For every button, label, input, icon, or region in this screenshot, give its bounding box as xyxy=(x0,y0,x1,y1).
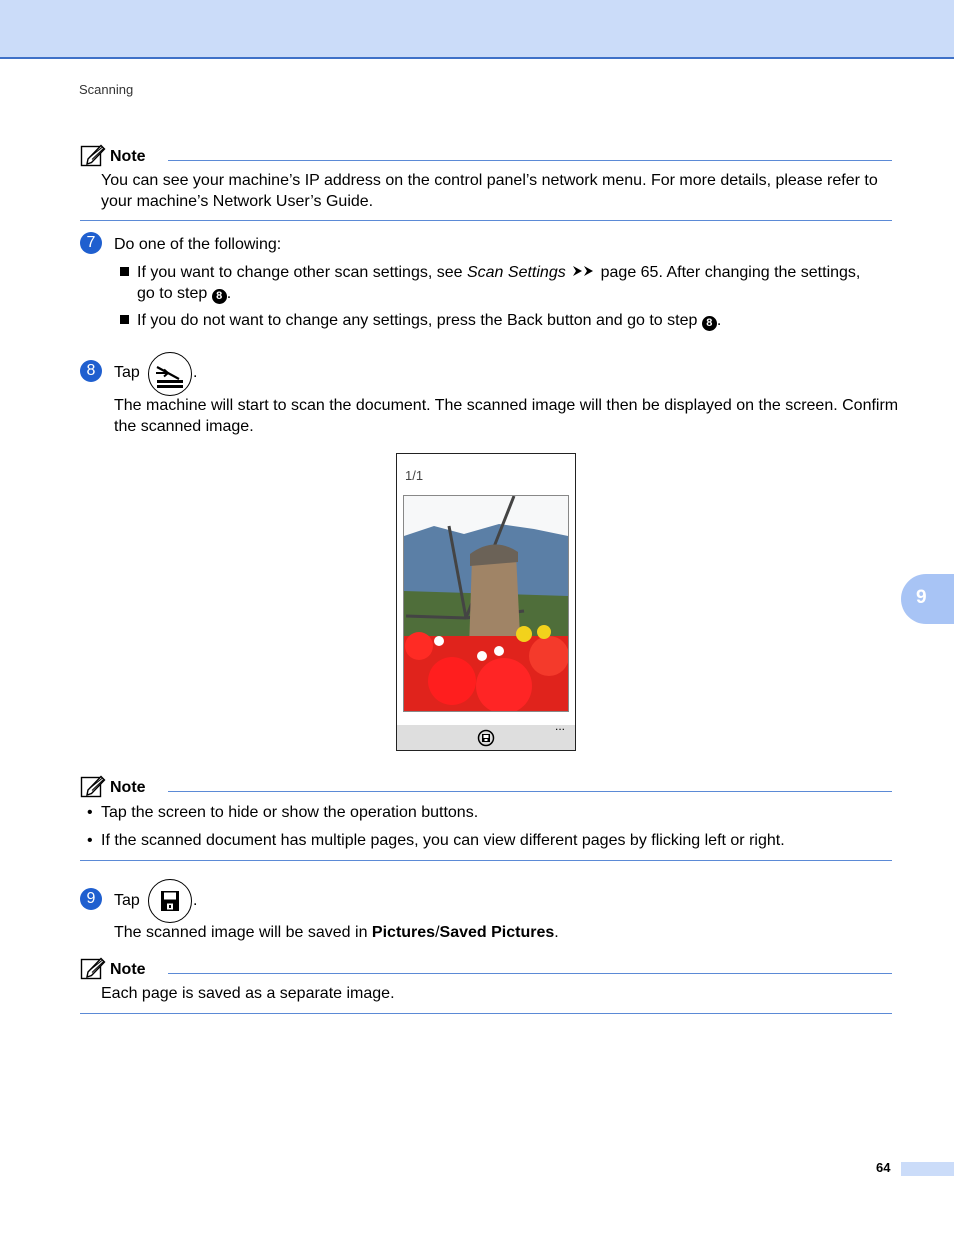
path-saved-pictures: Saved Pictures xyxy=(439,924,555,941)
save-icon xyxy=(149,880,191,922)
path-pictures: Pictures xyxy=(371,924,436,941)
step-7-option-1-line-2: go to step 8 . xyxy=(137,285,232,302)
note-title: Note xyxy=(110,961,146,978)
square-bullet-icon xyxy=(120,267,129,276)
chapter-number: 9 xyxy=(916,587,927,608)
scanned-image[interactable] xyxy=(403,495,569,712)
step-ref-8: 8 xyxy=(212,289,227,304)
note-end-rule xyxy=(80,1013,892,1014)
more-options-icon[interactable]: ... xyxy=(555,719,566,733)
windmill-photo xyxy=(404,496,568,711)
step-8-text: The machine will start to scan the document. The scanned image will then be displayed on the screen. Confirm the scanned image. xyxy=(114,397,899,435)
note-end-rule xyxy=(80,220,892,221)
page-number: 64 xyxy=(876,1160,891,1175)
double-arrow-icon xyxy=(572,265,596,277)
step-7-intro: Do one of the following: xyxy=(114,236,282,253)
scan-settings-link[interactable]: Scan Settings xyxy=(466,264,566,281)
step-8-tap-label: Tap xyxy=(114,364,140,381)
pencil-note-icon xyxy=(80,956,106,980)
note-bullet-2: If the scanned document has multiple pages, you can view different pages by flicking left or right. xyxy=(101,832,785,849)
note-header-3 xyxy=(80,956,892,982)
save-icon[interactable] xyxy=(477,729,495,747)
note-text: Each page is saved as a separate image. xyxy=(101,985,395,1002)
phone-app-bar xyxy=(397,719,575,750)
section-label: Scanning xyxy=(79,82,134,97)
note-bullet-dot: • xyxy=(87,804,93,821)
step-7-option-1: If you want to change other scan settings, see Scan Settings page 65. After changing the settings, xyxy=(120,262,910,283)
note-rule xyxy=(168,160,892,161)
step-badge-9: 9 xyxy=(80,888,102,910)
step-9-text: The scanned image will be saved in Pictures/Saved Pictures. xyxy=(114,924,559,941)
scan-start-icon xyxy=(149,353,191,395)
pencil-note-icon xyxy=(80,143,106,167)
step-ref-8: 8 xyxy=(702,316,717,331)
note-header-1 xyxy=(80,143,892,169)
note-title: Note xyxy=(110,779,146,796)
note-bullet-1: Tap the screen to hide or show the operation buttons. xyxy=(101,804,479,821)
note-bullet-dot: • xyxy=(87,832,93,849)
note-title: Note xyxy=(110,148,146,165)
save-button[interactable] xyxy=(148,879,192,923)
pencil-note-icon xyxy=(80,774,106,798)
chapter-tab xyxy=(901,574,954,624)
period: . xyxy=(193,364,198,381)
square-bullet-icon xyxy=(120,315,129,324)
step-7-option-2: If you do not want to change any settings, press the Back button and go to step 8 . xyxy=(120,310,910,331)
page-counter: 1/1 xyxy=(405,468,424,483)
period: . xyxy=(193,892,198,909)
step-9-tap-label: Tap xyxy=(114,892,140,909)
step-badge-8: 8 xyxy=(80,360,102,382)
footer-bar xyxy=(901,1162,954,1176)
step-badge-7: 7 xyxy=(80,232,102,254)
note-rule xyxy=(168,791,892,792)
note-rule xyxy=(168,973,892,974)
scan-start-button[interactable] xyxy=(148,352,192,396)
top-header-band xyxy=(0,0,954,59)
note-header-2 xyxy=(80,774,892,800)
note-text: You can see your machine’s IP address on the control panel’s network menu. For more details, please refer to your machine’s Network User’s Guide. xyxy=(101,172,878,210)
note-end-rule xyxy=(80,860,892,861)
scan-preview-screen xyxy=(396,453,576,751)
